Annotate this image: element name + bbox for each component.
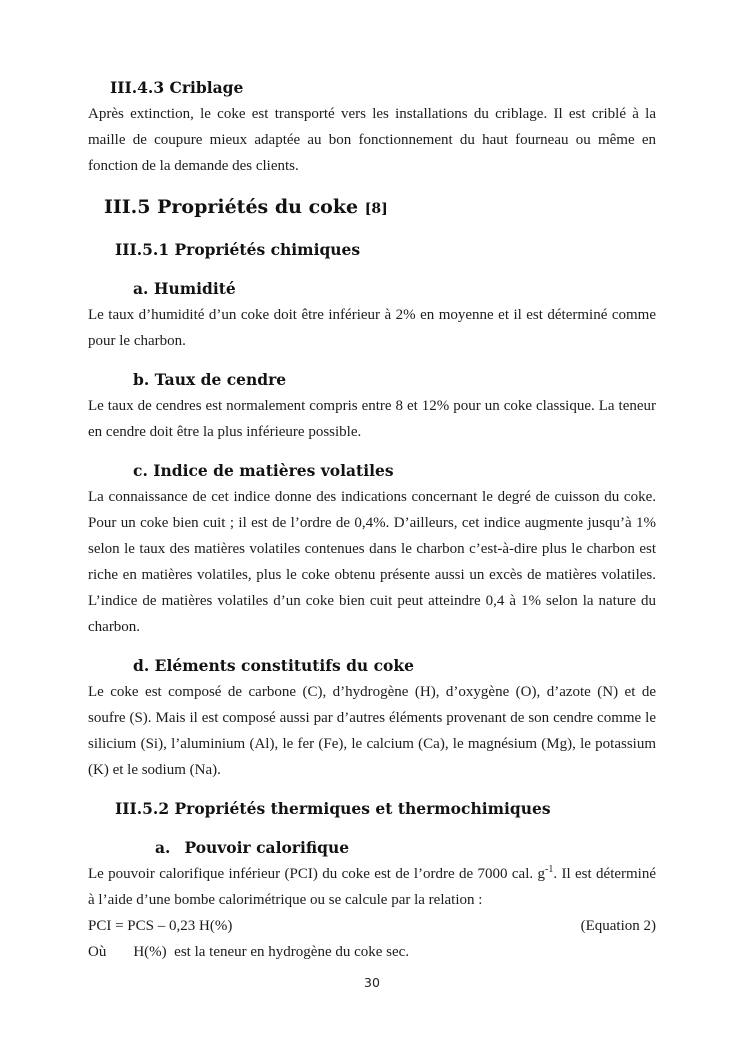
paragraph-humidite: Le taux d’humidité d’un coke doit être inférieur à 2% en moyenne et il est déterminé comme pour le charbon. [88,307,656,349]
subsection-heading-pouvoir-prefix: a. [155,838,171,857]
subsection-heading-volatiles: c. Indice de matières volatiles [133,461,394,480]
paragraph-cendre: Le taux de cendres est normalement compris entre 8 et 12% pour un coke classique. La teneur en cendre doit être la plus inférieure possible. [88,398,656,440]
subsection-heading-pouvoir [155,835,656,861]
where-prefix: Où [88,944,107,960]
paragraph-volatiles: La connaissance de cet indice donne des indications concernant le degré de cuisson du coke. Pour un coke bien cuit ; il est de l’ordre de 0,4%. D’ailleurs, cet indice augmente jusqu’à 1% selon le taux des matières volatiles contenues dans le charbon c’est-à-dire plus le charbon est riche en matières volatiles, plus le coke obtenu présente aussi un excès de matières volatiles. L’indice de matières volatiles d’un coke bien cuit peut atteindre 0,4 à 1% selon la nature du charbon. [88,489,656,635]
subsection-heading-pouvoir-text: Pouvoir calorifique [184,838,350,857]
equation-label: (Equation 2) [580,918,656,934]
equation-row [88,913,656,939]
section-heading-thermiques: III.5.2 Propriétés thermiques et thermochimiques [115,799,551,818]
paragraph-pouvoir-before-sup: Le pouvoir calorifique inférieur (PCI) du coke est de l’ordre de 7000 cal. g [88,866,546,882]
section-heading-proprietes-text: III.5 Propriétés du coke [104,196,359,218]
section-heading-criblage: III.4.3 Criblage [110,78,244,97]
superscript-exponent: -1 [545,864,554,875]
equation-text: PCI = PCS – 0,23 H(%) [88,918,233,934]
paragraph-elements: Le coke est composé de carbone (C), d’hydrogène (H), d’oxygène (O), d’azote (N) et de soufre (S). Mais il est composé aussi par d’autres éléments provenant de son cendre comme le silicium (Si), l’aluminium (Al), le fer (Fe), le calcium (Ca), le magnésium (Mg), le potassium (K) et le sodium (Na). [88,684,656,778]
page-number: 30 [364,975,380,990]
subsection-heading-cendre: b. Taux de cendre [133,370,287,389]
subsection-heading-humidite: a. Humidité [133,279,236,298]
paragraph-pouvoir [88,861,656,913]
subsection-heading-elements: d. Eléments constitutifs du coke [133,656,414,675]
reference-marker: [8] [364,201,388,217]
equation-where-row [88,939,656,965]
paragraph-pouvoir-after-sup: . Il est déterminé à l’aide d’une bombe calorimétrique ou se calcule par la relation : [88,866,657,908]
where-text: H(%) est la teneur en hydrogène du coke sec. [133,944,410,960]
section-heading-chimiques: III.5.1 Propriétés chimiques [115,240,361,259]
paragraph-criblage: Après extinction, le coke est transporté vers les installations du criblage. Il est criblé à la maille de coupure mieux adaptée au bon fonctionnement du haut fourneau ou même en fonction de la demande des clients. [88,106,656,174]
section-heading-proprietes [104,192,656,224]
